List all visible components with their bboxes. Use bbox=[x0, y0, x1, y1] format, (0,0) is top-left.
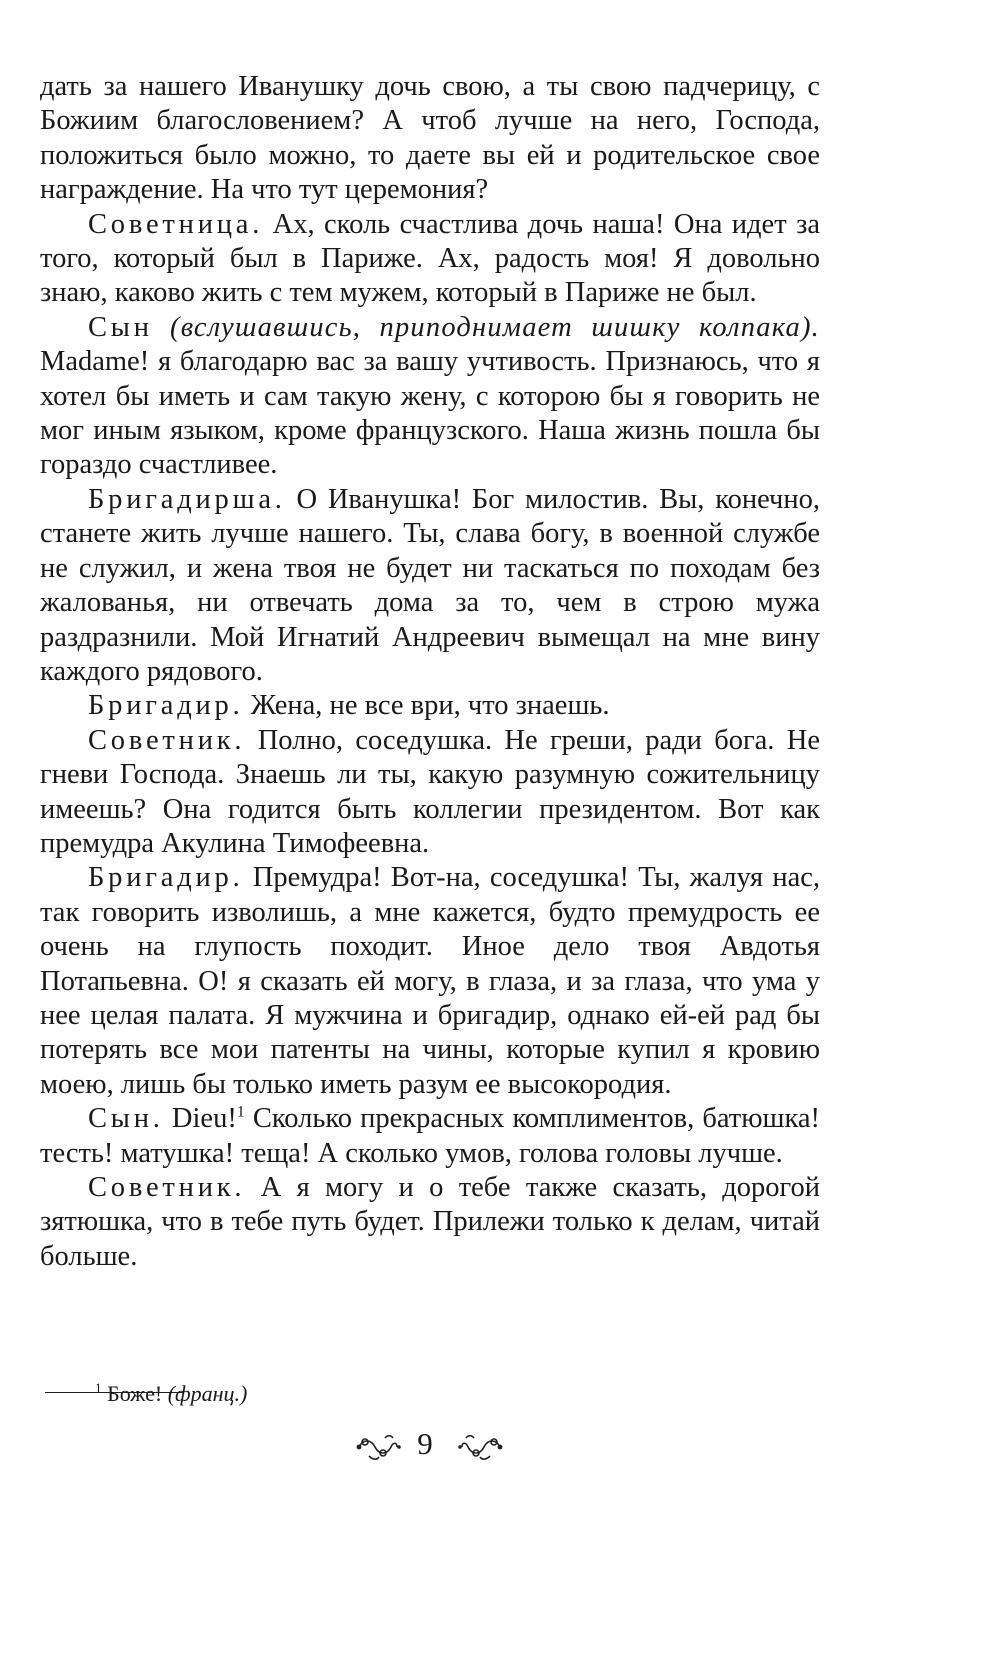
ornament-right-icon bbox=[458, 1430, 504, 1464]
paragraph-text: Жена, не все ври, что знаешь. bbox=[250, 690, 610, 722]
dialogue-paragraph bbox=[40, 724, 820, 862]
page-body bbox=[40, 70, 820, 1274]
dialogue-paragraph bbox=[40, 1102, 820, 1171]
speaker-name: Советница. bbox=[88, 208, 264, 240]
page-number: 9 bbox=[417, 1426, 433, 1461]
dialogue-paragraph bbox=[40, 483, 820, 689]
paragraph-text: Полно, соседушка. Не греши, ради бога. Не гневи Господа. Знаешь ли ты, какую разумную сожительницу имеешь? Она годится быть коллегии президентом. Вот как премудра Акулина Тимофеевна. bbox=[40, 724, 820, 859]
footnote bbox=[95, 1380, 247, 1408]
paragraph-text: Madame! я благодарю вас за вашу учтивость. Признаюсь, что я хотел бы иметь и сам такую жену, с которою бы я говорить не мог иным языком, кроме французского. Наша жизнь пошла бы гораздо счастливее. bbox=[40, 346, 820, 481]
french-exclamation: Dieu! bbox=[171, 1103, 237, 1135]
speaker-name: Сын bbox=[88, 311, 153, 343]
footnote-language-note: (франц.) bbox=[167, 1381, 248, 1406]
dialogue-paragraph bbox=[40, 208, 820, 311]
paragraph-text: Премудра! Вот-на, соседушка! Ты, жалуя нас, так говорить изволишь, а мне кажется, будто премудрость ее очень на глупость походит. Иное дело твоя Авдотья Потапьевна. О! я сказать ей могу, в глаза, и за глаза, что ума у нее целая палата. Я мужчина и бригадир, однако ей-ей рад бы потерять все мои патенты на чины, которые купил я кровию моею, лишь бы только иметь разум ее высокородия. bbox=[40, 862, 820, 1100]
dialogue-paragraph bbox=[40, 311, 820, 483]
stage-direction: (вслушавшись, приподнимает шишку колпака). bbox=[170, 311, 820, 343]
paragraph-text: О Иванушка! Бог милостив. Вы, конечно, станете жить лучше нашего. Ты, слава богу, в военной службе не служил, и жена твоя не будет ни таскаться по походам без жалованья, ни отвечать дома за то, чем в строю мужа раздразнили. Мой Игнатий Андреевич вымещал на мне вину каждого рядового. bbox=[40, 483, 820, 687]
footnote-mark: 1 bbox=[95, 1380, 102, 1396]
speaker-name: Сын. bbox=[88, 1103, 164, 1135]
footnote-reference: 1 bbox=[236, 1103, 245, 1121]
dialogue-paragraph bbox=[40, 861, 820, 1102]
speaker-name: Бригадир. bbox=[88, 690, 244, 722]
dialogue-paragraph bbox=[40, 689, 820, 723]
speaker-name: Советник. bbox=[88, 1172, 246, 1203]
paragraph-text: Ах, сколь счастлива дочь наша! Она идет за того, который был в Париже. Ах, радость моя! Я довольно знаю, каково жить с тем мужем, который в Париже не был. bbox=[40, 208, 821, 309]
speaker-name: Бригадирша. bbox=[88, 483, 286, 515]
speaker-name: Бригадир. bbox=[88, 862, 244, 894]
paragraph-continuation bbox=[40, 70, 820, 208]
page-folio bbox=[0, 1420, 1000, 1480]
dialogue-paragraph bbox=[40, 1171, 820, 1274]
paragraph-text: дать за нашего Иванушку дочь свою, а ты свою падчерицу, с Божиим благословением? А чтоб лучше на него, Господа, положиться было можно, то даете вы ей и родительское свое награждение. На что тут церемония? bbox=[40, 71, 820, 206]
speaker-name: Советник. bbox=[88, 724, 246, 756]
paragraph-text: А я могу и о тебе также сказать, дорогой зятюшка, что в тебе путь будет. Прилежи только к делам, читай больше. bbox=[40, 1172, 820, 1272]
paragraph-text: Сколько прекрасных комплиментов, батюшка! тесть! матушка! теща! А сколько умов, голова головы лучше. bbox=[40, 1103, 821, 1169]
footnote-text: Боже! bbox=[107, 1381, 163, 1406]
